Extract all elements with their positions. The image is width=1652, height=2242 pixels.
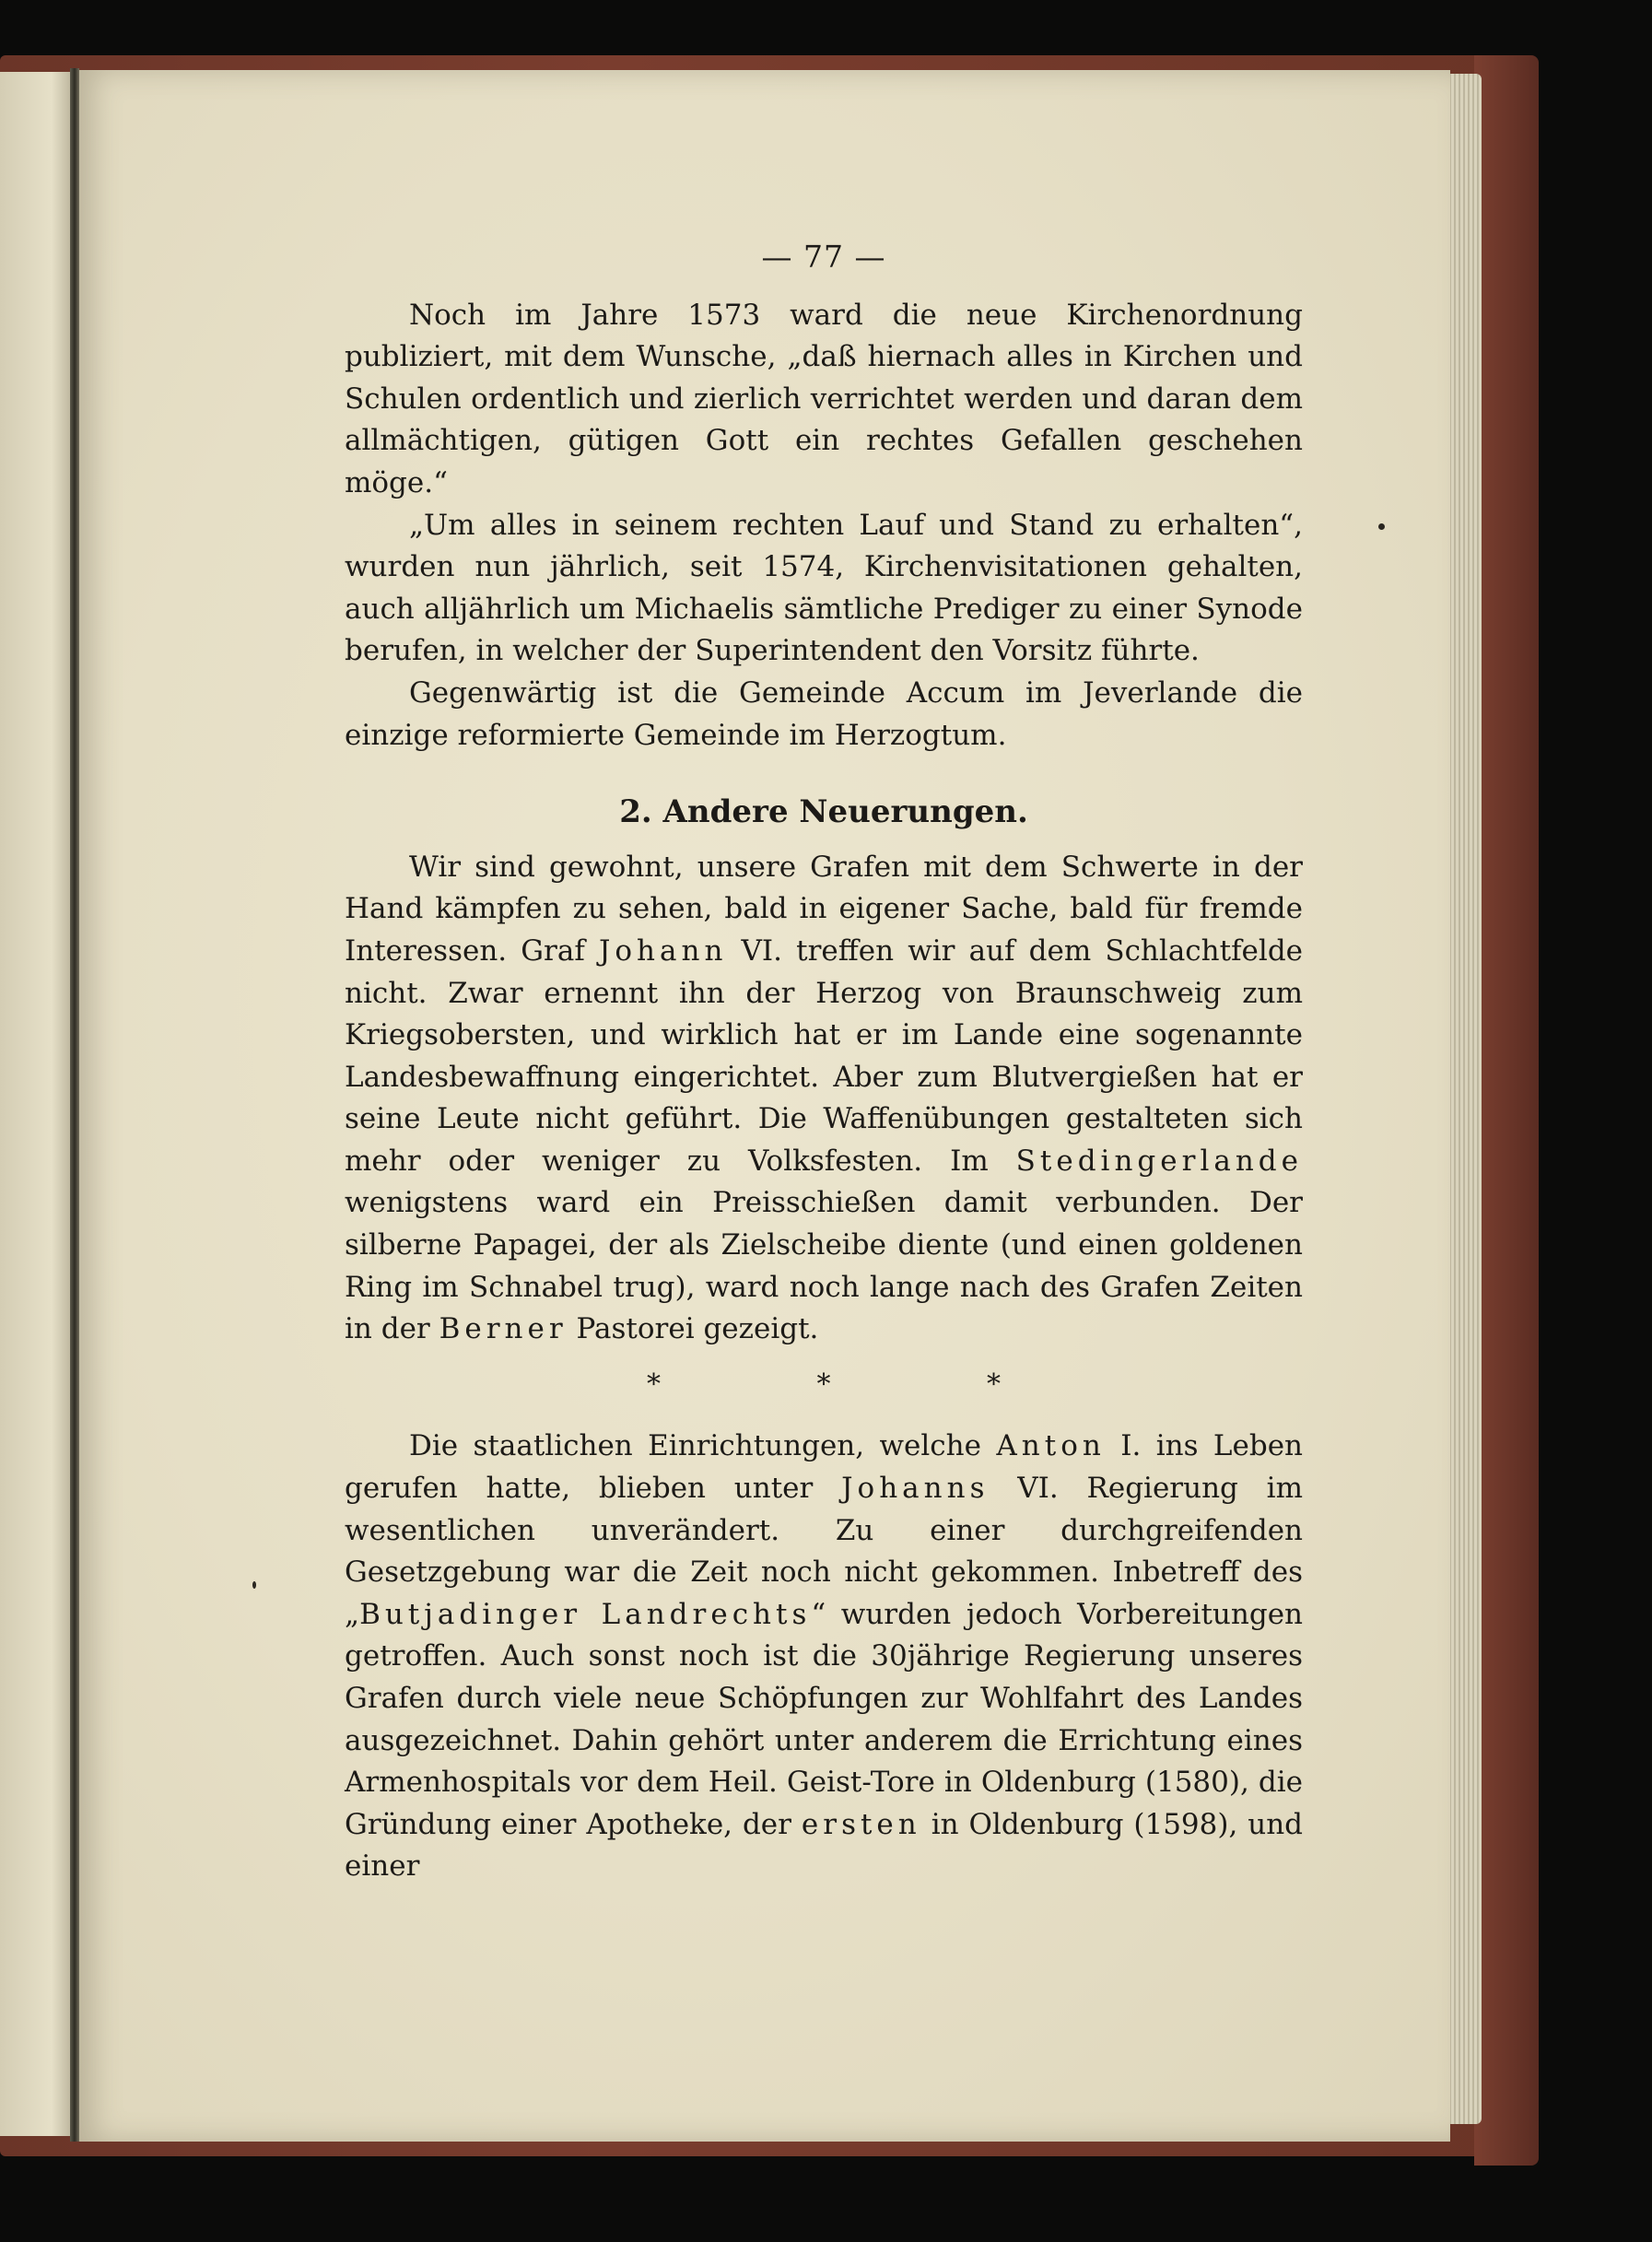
spaced-name: Anton <box>996 1429 1106 1463</box>
page-text <box>345 236 1303 1888</box>
spaced-name: Stedingerlande <box>1015 1144 1303 1178</box>
book-page <box>77 70 1450 2142</box>
spaced-name: Johann <box>598 933 728 968</box>
text-run: Pastorei gezeigt. <box>576 1312 819 1346</box>
book-cover-edge <box>1474 55 1539 2166</box>
spaced-name: ersten <box>801 1807 921 1841</box>
ink-speck <box>252 1581 256 1589</box>
paragraph-church-order: Noch im Jahre 1573 ward die neue Kirchenordnung publiziert, mit dem Wunsche, „daß hiernach alles in Kirchen und Schulen ordentlich und zierlich verrichtet werden und daran dem allmächtigen, gütigen Gott ein rechtes Gefallen geschehen möge.“ <box>345 298 1303 499</box>
text-run: wenigstens ward ein Preisschießen damit verbunden. Der silberne Papagei, der als Zielscheibe diente (und einen goldenen Ring im Schnabel trug), ward noch lange nach des Grafen Zeiten in der <box>345 1186 1303 1346</box>
page-number: — 77 — <box>761 239 886 275</box>
paragraph-visitations: „Um alles in seinem rechten Lauf und Stand zu erhalten“, wurden nun jährlich, seit 1574, Kirchenvisitationen gehalten, auch alljährlich um Michaelis sämtliche Prediger zu einer Synode berufen, in welcher der Superintendent den Vorsitz führte. <box>345 508 1303 668</box>
section-heading: 2. Andere Neuerungen. <box>619 793 1028 831</box>
left-page-edge <box>0 72 74 2136</box>
book-gutter <box>70 68 79 2142</box>
section-separator: * * * <box>646 1368 1075 1401</box>
text-run: Die staatlichen Einrichtungen, welche <box>409 1429 981 1463</box>
paragraph-accum: Gegenwärtig ist die Gemeinde Accum im Jeverlande die einzige reformierte Gemeinde im Herzogtum. <box>345 675 1303 752</box>
text-run: “ wurden jedoch Vorbereitungen getroffen. Auch sonst noch ist die 30jährige Regierung unseres Grafen durch viele neue Schöpfungen zur Wohlfahrt des Landes ausgezeichnet. Dahin gehört unter anderem die Errichtung eines Armenhospitals vor dem Heil. Geist-Tore in Oldenburg (1580), die Gründung einer Apotheke, der <box>345 1597 1304 1841</box>
paragraph-count-johann <box>345 847 1303 1351</box>
spaced-name: Berner <box>439 1312 568 1346</box>
spaced-name: Butjadinger Landrechts <box>359 1597 812 1631</box>
paragraph-state-institutions <box>345 1426 1303 1888</box>
text-run: Wir sind gewohnt, unsere Grafen mit dem Schwerte in der Hand kämpfen zu sehen, bald in eigener Sache, bald für fremde Interessen. Graf <box>345 850 1303 968</box>
text-run: VI. treffen wir auf dem Schlachtfelde nicht. Zwar ernennt ihn der Herzog von Braunschweig zum Kriegsobersten, und wirklich hat er im Lande eine sogenannte Landesbewaffnung eingerichtet. Aber zum Blutvergießen hat er seine Leute nicht geführt. Die Waffenübungen gestalteten sich mehr oder weniger zu Volksfesten. Im <box>345 933 1304 1178</box>
spaced-name: Johanns <box>841 1472 990 1506</box>
text-run: in Oldenburg (1598), und einer <box>345 1807 1304 1884</box>
ink-speck <box>1378 523 1385 530</box>
text-run: I. ins Leben gerufen hatte, blieben unter <box>345 1429 1304 1506</box>
text-run: VI. Regierung im wesentlichen unverändert. Zu einer durchgreifenden Gesetzgebung war die Zeit noch nicht gekommen. Inbetreff des „ <box>345 1472 1303 1631</box>
